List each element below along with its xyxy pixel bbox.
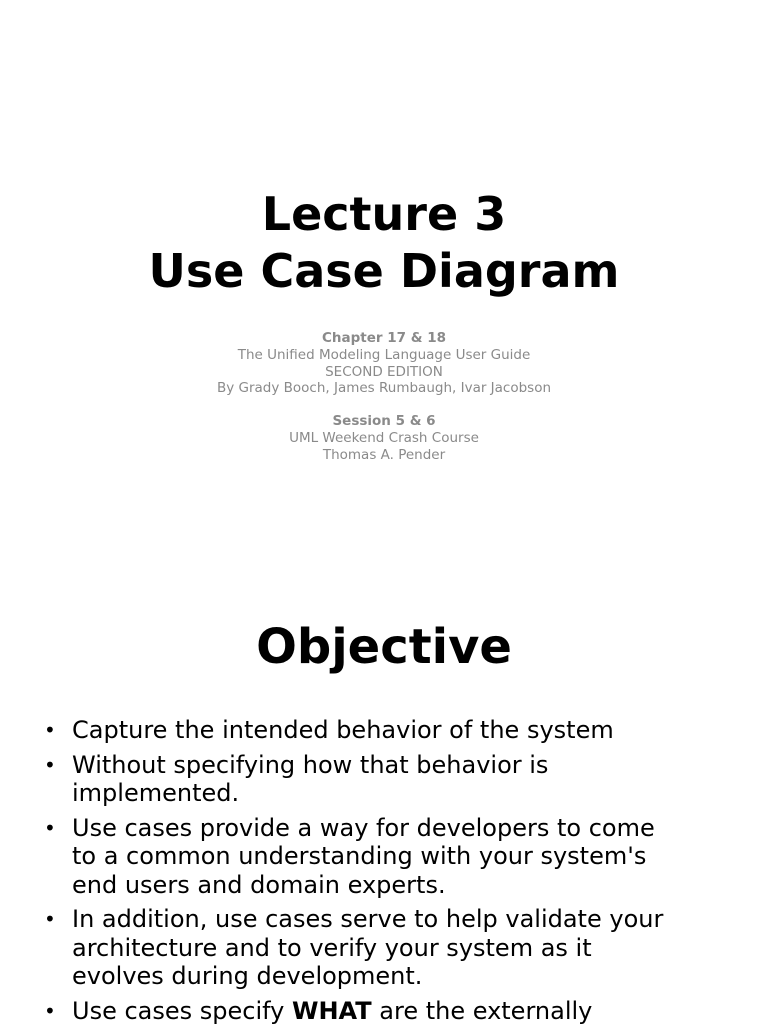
chapter-reference: Chapter 17 & 18 xyxy=(321,330,446,346)
objective-slide xyxy=(0,576,768,1024)
bullet-text: end users and domain experts. xyxy=(72,870,446,899)
bullet-item xyxy=(44,997,744,1026)
slide-title xyxy=(0,186,768,300)
bullet-text-prefix: Use cases specify xyxy=(72,996,292,1025)
bullet-text-emphasis: WHAT xyxy=(292,996,372,1025)
bullet-marker: • xyxy=(44,998,56,1023)
book-authors: By Grady Booch, James Rumbaugh, Ivar Jacobson xyxy=(216,380,552,397)
title-line-topic: Use Case Diagram xyxy=(148,244,620,298)
session-reference: Session 5 & 6 xyxy=(332,413,436,430)
bullet-item xyxy=(44,716,744,745)
bullet-item xyxy=(44,751,744,808)
bullet-marker: • xyxy=(44,815,56,840)
bullet-text: architecture and to verify your system as it xyxy=(72,933,592,962)
book-edition: SECOND EDITION xyxy=(325,363,443,380)
bullet-marker: • xyxy=(44,907,56,931)
course-title: UML Weekend Crash Course xyxy=(289,429,479,446)
bullet-text xyxy=(72,997,744,1026)
bullet-marker: • xyxy=(44,752,56,777)
bullet-text: evolves during development. xyxy=(72,962,423,990)
objective-bullet-list xyxy=(44,716,744,1031)
slide-subtitle xyxy=(0,330,768,464)
title-line-lecture: Lecture 3 xyxy=(261,187,507,241)
bullet-text: implemented. xyxy=(72,779,240,807)
bullet-text: In addition, use cases serve to help validate your xyxy=(72,905,664,933)
bullet-text-suffix: are the externally xyxy=(371,996,593,1025)
bullet-text: Use cases provide a way for developers to come xyxy=(72,813,655,842)
bullet-item xyxy=(44,814,744,900)
bullet-item xyxy=(44,905,744,991)
bullet-marker: • xyxy=(44,718,56,742)
book-title: The Unified Modeling Language User Guide xyxy=(237,346,531,363)
course-author: Thomas A. Pender xyxy=(322,446,446,463)
bullet-text: Without specifying how that behavior is xyxy=(72,750,549,779)
bullet-text: to a common understanding with your system's xyxy=(72,842,647,870)
subtitle-spacer xyxy=(0,397,768,413)
objective-title: Objective xyxy=(256,619,512,675)
bullet-text: Capture the intended behavior of the system xyxy=(72,716,614,744)
